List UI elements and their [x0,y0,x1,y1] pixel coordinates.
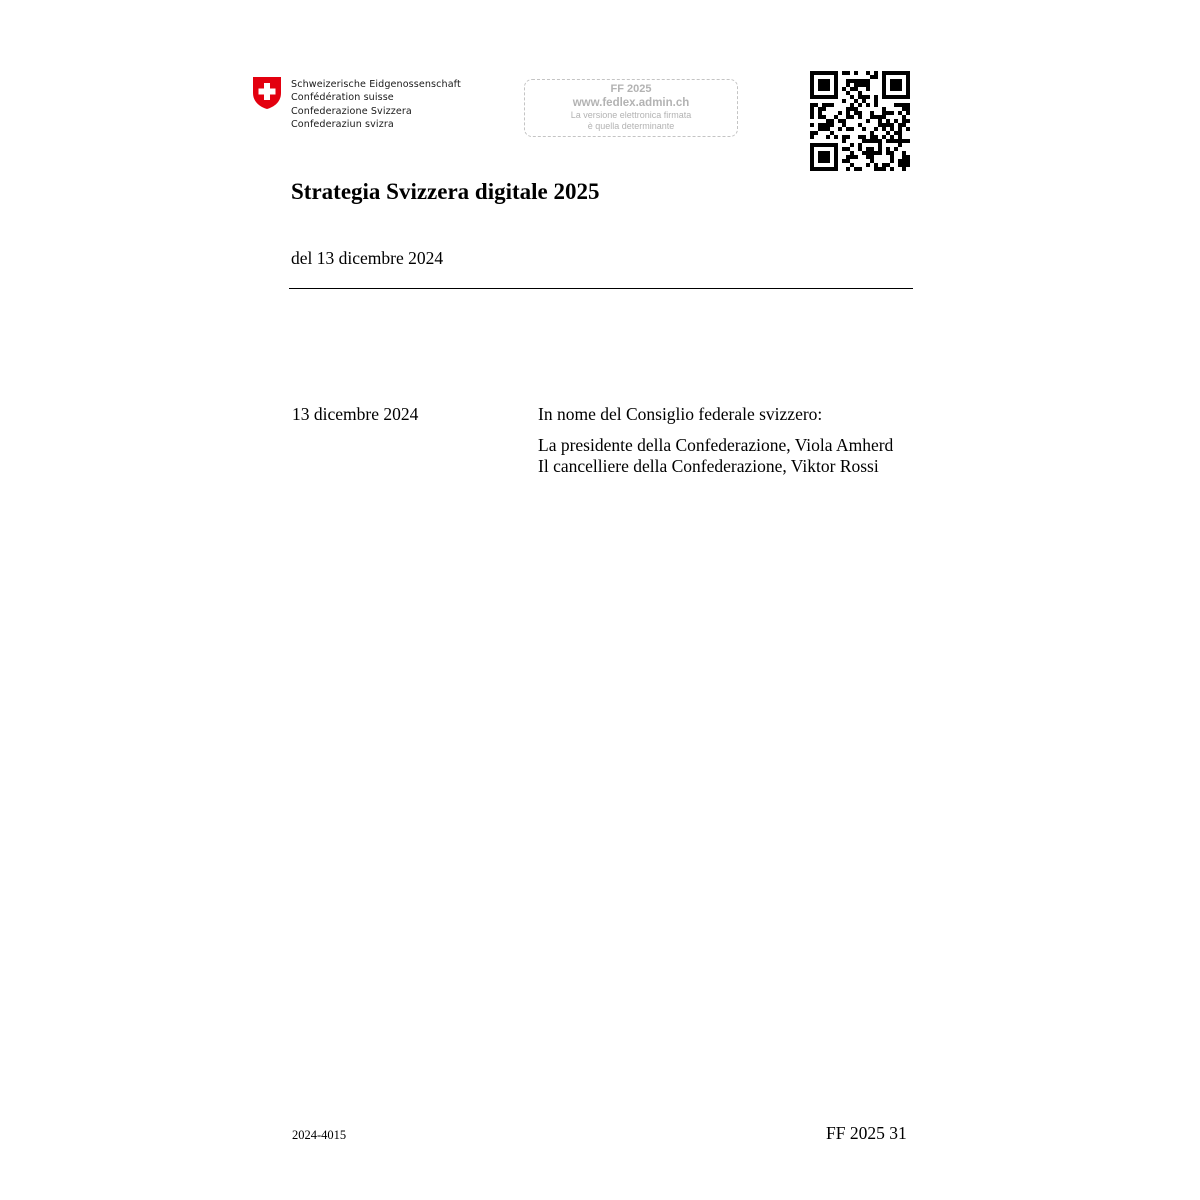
signatory-chancellor: Il cancelliere della Confederazione, Viktor Rossi [538,456,879,476]
stamp-line-note-2: è quella determinante [587,121,675,131]
stamp-line-note-1: La versione elettronica firmata [570,110,692,120]
signatory-president: La presidente della Confederazione, Viola Amherd [538,435,894,455]
swiss-cross-shield-icon [252,76,282,110]
title-divider [289,288,913,289]
signature-date: 13 dicembre 2024 [292,404,419,424]
agency-name-fr: Confédération suisse [291,92,394,104]
qr-code-icon [810,71,910,171]
footer-reference: 2024-4015 [292,1128,347,1142]
agency-name-rm: Confederaziun svizra [291,119,394,131]
document-title: Strategia Svizzera digitale 2025 [291,179,600,204]
agency-name-de: Schweizerische Eidgenossenschaft [291,79,461,90]
signatories [538,435,893,477]
signature-intro: In nome del Consiglio federale svizzero: [538,404,823,424]
document-date-line: del 13 dicembre 2024 [291,248,444,268]
publication-stamp [524,79,738,137]
agency-name-it: Confederazione Svizzera [291,105,412,117]
stamp-line-url: www.fedlex.admin.ch [572,97,690,109]
footer-publication: FF 2025 31 [826,1123,907,1143]
agency-names [291,78,461,132]
stamp-line-ff: FF 2025 [610,83,652,95]
